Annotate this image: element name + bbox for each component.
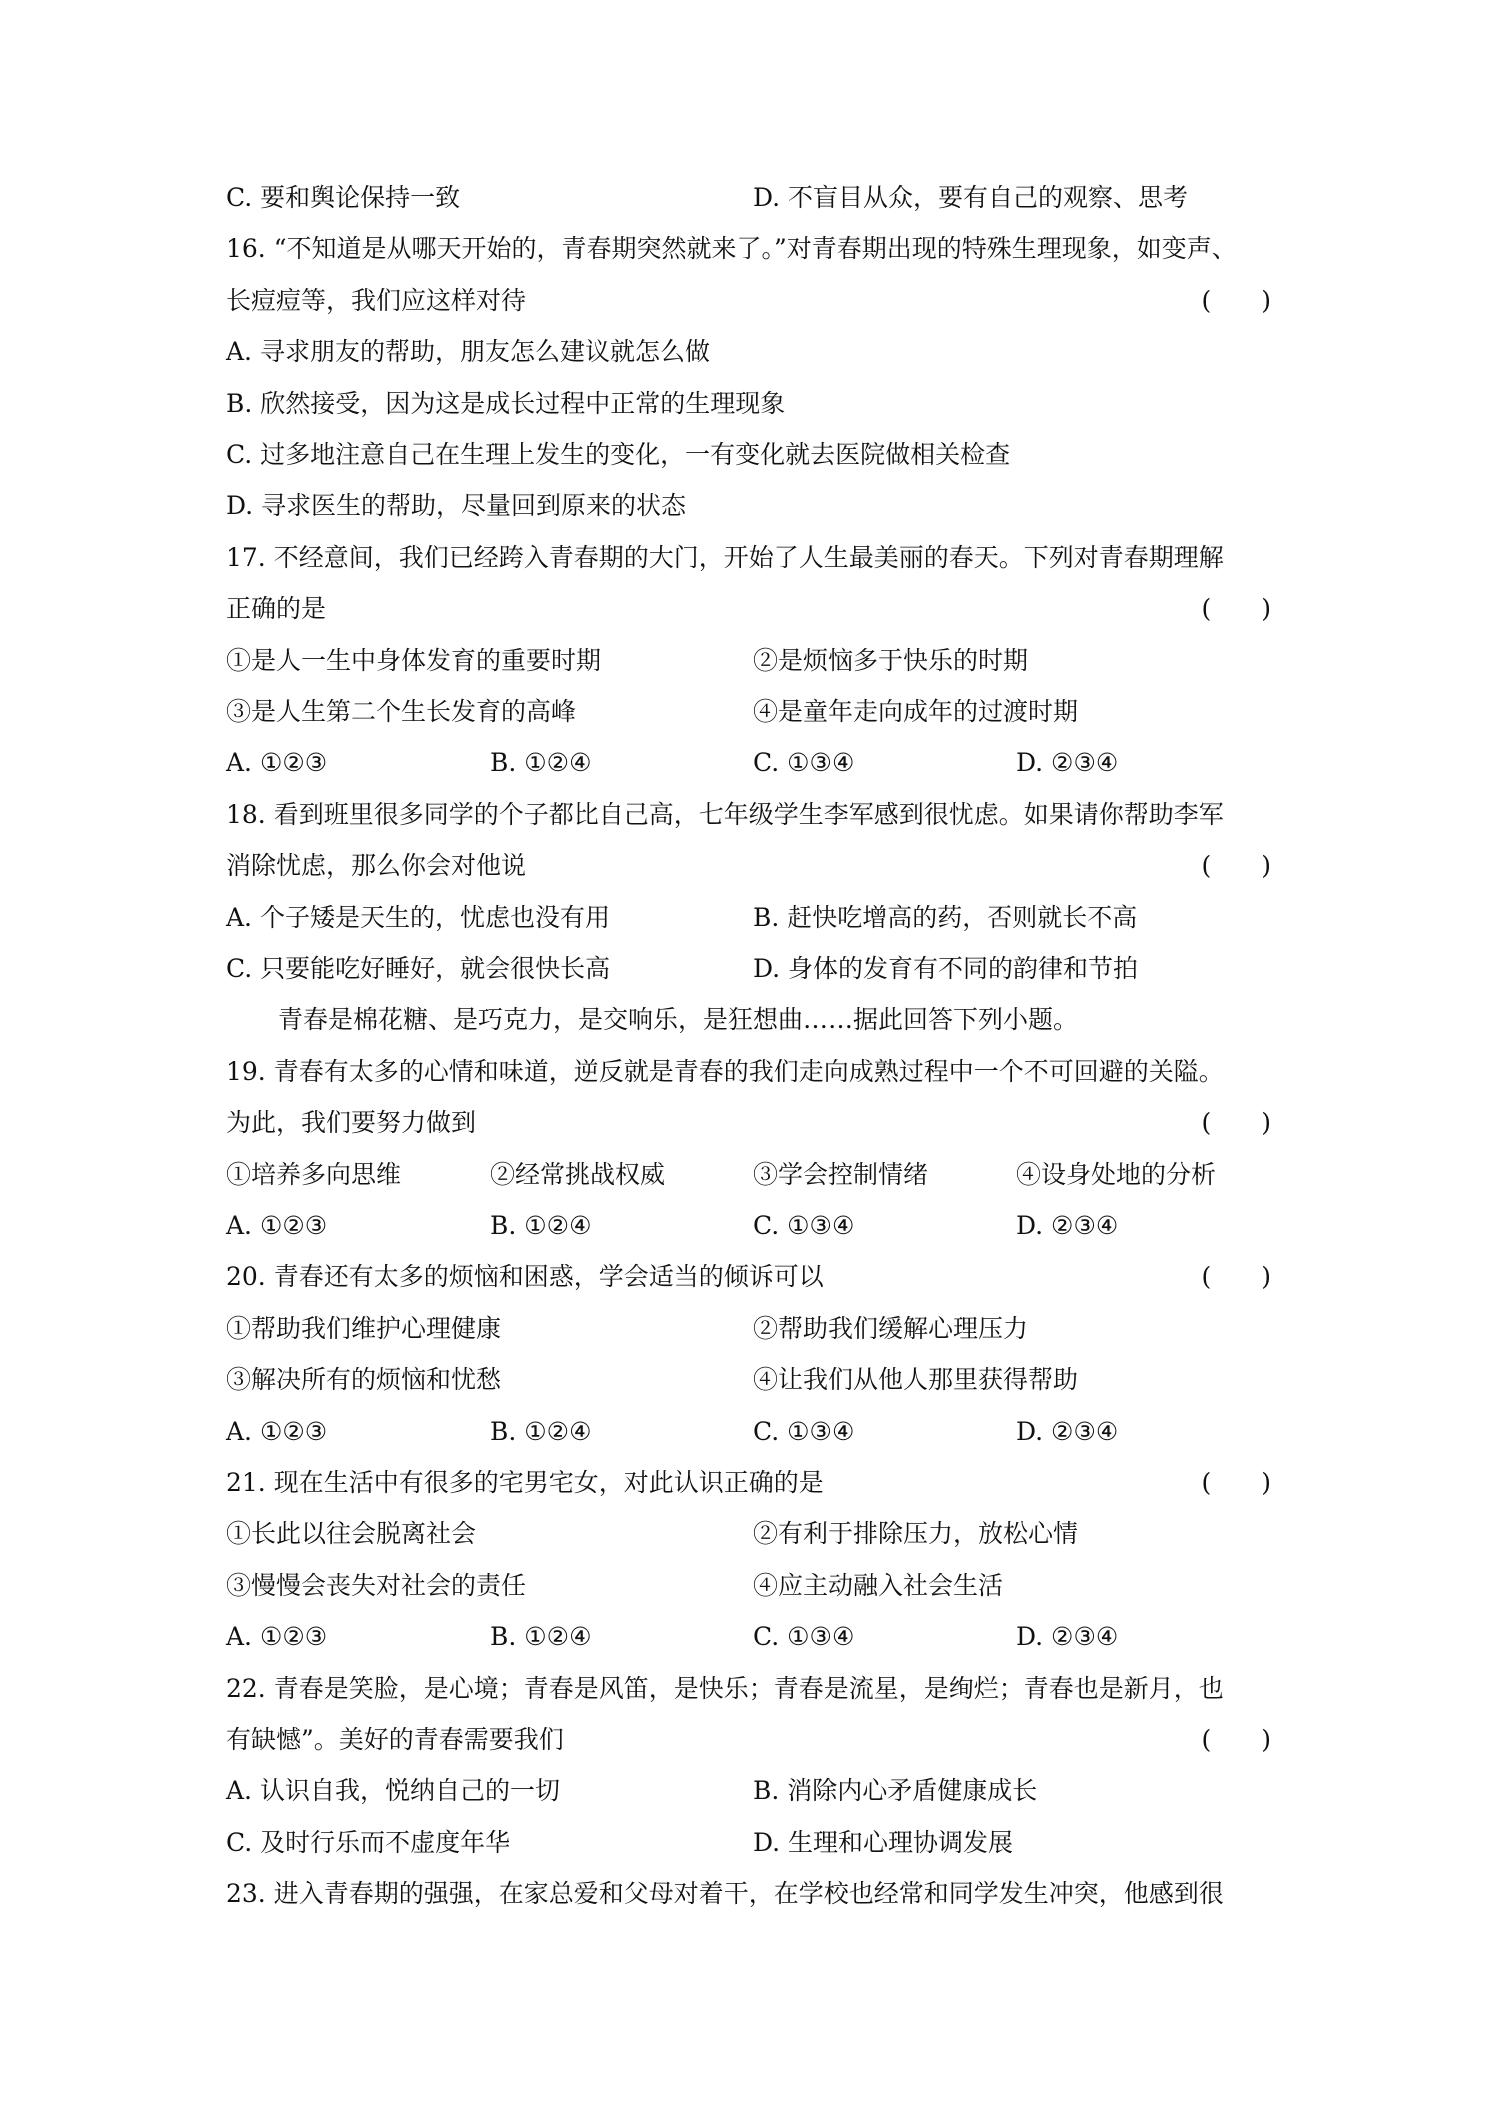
option-1: A. ①②③ xyxy=(226,1622,328,1651)
answer-blank: ( ) xyxy=(1201,1262,1271,1291)
text-line xyxy=(226,1309,1271,1349)
option-left: C. 及时行乐而不虚度年华 xyxy=(226,1828,511,1857)
option-2: B. ①②④ xyxy=(490,748,592,777)
line-text: 正确的是 xyxy=(226,594,327,623)
option-1: A. ①②③ xyxy=(226,1417,328,1446)
option-4: D. ②③④ xyxy=(1016,1417,1119,1446)
line-text: D. 寻求医生的帮助，尽量回到原来的状态 xyxy=(226,491,687,520)
text-line xyxy=(226,1617,1271,1657)
text-line xyxy=(226,1566,1271,1606)
option-3: ③学会控制情绪 xyxy=(753,1160,929,1189)
text-line xyxy=(226,692,1271,732)
text-line xyxy=(226,1412,1271,1452)
option-right: ②是烦恼多于快乐的时期 xyxy=(753,646,1029,675)
option-right: D. 身体的发育有不同的韵律和节拍 xyxy=(753,954,1139,983)
line-text: 18. 看到班里很多同学的个子都比自己高，七年级学生李军感到很忧虑。如果请你帮助李军 xyxy=(226,800,1224,829)
line-text: 17. 不经意间，我们已经跨入青春期的大门，开始了人生最美丽的春天。下列对青春期理解 xyxy=(226,543,1224,572)
option-right: ④应主动融入社会生活 xyxy=(753,1571,1004,1600)
text-line xyxy=(226,1103,1271,1143)
option-1: A. ①②③ xyxy=(226,748,328,777)
option-right: B. 消除内心矛盾健康成长 xyxy=(753,1776,1038,1805)
line-text: A. 寻求朋友的帮助，朋友怎么建议就怎么做 xyxy=(226,337,710,366)
option-left: ①帮助我们维护心理健康 xyxy=(226,1314,502,1343)
line-text: 19. 青春有太多的心情和味道，逆反就是青春的我们走向成熟过程中一个不可回避的关隘。 xyxy=(226,1057,1224,1086)
option-3: C. ①③④ xyxy=(753,1622,855,1651)
option-4: D. ②③④ xyxy=(1016,748,1119,777)
line-text: C. 过多地注意自己在生理上发生的变化，一有变化就去医院做相关检查 xyxy=(226,440,1011,469)
line-text: 有缺憾”。美好的青春需要我们 xyxy=(226,1725,564,1754)
line-text: 16. “不知道是从哪天开始的，青春期突然就来了。”对青春期出现的特殊生理现象，如变声、 xyxy=(226,234,1237,263)
text-line xyxy=(226,1052,1271,1092)
option-left: A. 个子矮是天生的，忧虑也没有用 xyxy=(226,903,610,932)
option-3: C. ①③④ xyxy=(753,748,855,777)
text-line xyxy=(226,898,1271,938)
text-line xyxy=(226,178,1271,218)
text-line xyxy=(226,1257,1271,1297)
answer-blank: ( ) xyxy=(1201,851,1271,880)
option-4: ④设身处地的分析 xyxy=(1016,1160,1217,1189)
option-4: D. ②③④ xyxy=(1016,1622,1119,1651)
text-line xyxy=(226,1514,1271,1554)
text-line xyxy=(226,1720,1271,1760)
text-line xyxy=(226,538,1271,578)
option-left: A. 认识自我，悦纳自己的一切 xyxy=(226,1776,560,1805)
text-line xyxy=(226,846,1271,886)
text-line xyxy=(226,1360,1271,1400)
text-line xyxy=(226,949,1271,989)
answer-blank: ( ) xyxy=(1201,1108,1271,1137)
option-right: ④让我们从他人那里获得帮助 xyxy=(753,1365,1079,1394)
option-left: ①长此以往会脱离社会 xyxy=(226,1519,477,1548)
line-text: 长痘痘等，我们应这样对待 xyxy=(226,286,527,315)
option-left: ③慢慢会丧失对社会的责任 xyxy=(226,1571,527,1600)
line-text: 消除忧虑，那么你会对他说 xyxy=(226,851,527,880)
option-1: A. ①②③ xyxy=(226,1211,328,1240)
option-2: B. ①②④ xyxy=(490,1417,592,1446)
line-text: 青春是棉花糖、是巧克力，是交响乐，是狂想曲……据此回答下列小题。 xyxy=(278,1005,1079,1034)
text-line xyxy=(226,486,1271,526)
option-3: C. ①③④ xyxy=(753,1211,855,1240)
line-text: B. 欣然接受，因为这是成长过程中正常的生理现象 xyxy=(226,389,786,418)
option-right: D. 生理和心理协调发展 xyxy=(753,1828,1014,1857)
option-2: B. ①②④ xyxy=(490,1622,592,1651)
option-right: ②帮助我们缓解心理压力 xyxy=(753,1314,1029,1343)
option-2: B. ①②④ xyxy=(490,1211,592,1240)
text-line xyxy=(226,435,1271,475)
text-line xyxy=(226,743,1271,783)
text-line xyxy=(226,1206,1271,1246)
option-right: B. 赶快吃增高的药，否则就长不高 xyxy=(753,903,1138,932)
text-line xyxy=(226,1874,1271,1914)
option-left: ①是人一生中身体发育的重要时期 xyxy=(226,646,602,675)
option-left: ③解决所有的烦恼和忧愁 xyxy=(226,1365,502,1394)
text-line xyxy=(226,1463,1271,1503)
option-3: C. ①③④ xyxy=(753,1417,855,1446)
answer-blank: ( ) xyxy=(1201,1468,1271,1497)
option-right: ④是童年走向成年的过渡时期 xyxy=(753,697,1079,726)
answer-blank: ( ) xyxy=(1201,594,1271,623)
text-line xyxy=(226,281,1271,321)
text-line xyxy=(226,229,1271,269)
text-line xyxy=(226,1155,1271,1195)
answer-blank: ( ) xyxy=(1201,1725,1271,1754)
option-2: ②经常挑战权威 xyxy=(490,1160,666,1189)
option-left: C. 只要能吃好睡好，就会很快长高 xyxy=(226,954,611,983)
line-text: 22. 青春是笑脸，是心境；青春是风笛，是快乐；青春是流星，是绚烂；青春也是新月，也 xyxy=(226,1674,1224,1703)
line-text: 21. 现在生活中有很多的宅男宅女，对此认识正确的是 xyxy=(226,1468,824,1497)
option-4: D. ②③④ xyxy=(1016,1211,1119,1240)
text-line xyxy=(226,641,1271,681)
option-left: C. 要和舆论保持一致 xyxy=(226,183,461,212)
option-1: ①培养多向思维 xyxy=(226,1160,402,1189)
line-text: 为此，我们要努力做到 xyxy=(226,1108,477,1137)
option-left: ③是人生第二个生长发育的高峰 xyxy=(226,697,577,726)
answer-blank: ( ) xyxy=(1201,286,1271,315)
text-line xyxy=(226,1823,1271,1863)
option-right: D. 不盲目从众，要有自己的观察、思考 xyxy=(753,183,1189,212)
text-line xyxy=(278,1000,1323,1040)
text-line xyxy=(226,1771,1271,1811)
text-line xyxy=(226,332,1271,372)
text-line xyxy=(226,1669,1271,1709)
text-line xyxy=(226,384,1271,424)
option-right: ②有利于排除压力，放松心情 xyxy=(753,1519,1079,1548)
text-line xyxy=(226,795,1271,835)
line-text: 20. 青春还有太多的烦恼和困惑，学会适当的倾诉可以 xyxy=(226,1262,824,1291)
line-text: 23. 进入青春期的强强，在家总爱和父母对着干，在学校也经常和同学发生冲突，他感到很 xyxy=(226,1879,1224,1908)
text-line xyxy=(226,589,1271,629)
